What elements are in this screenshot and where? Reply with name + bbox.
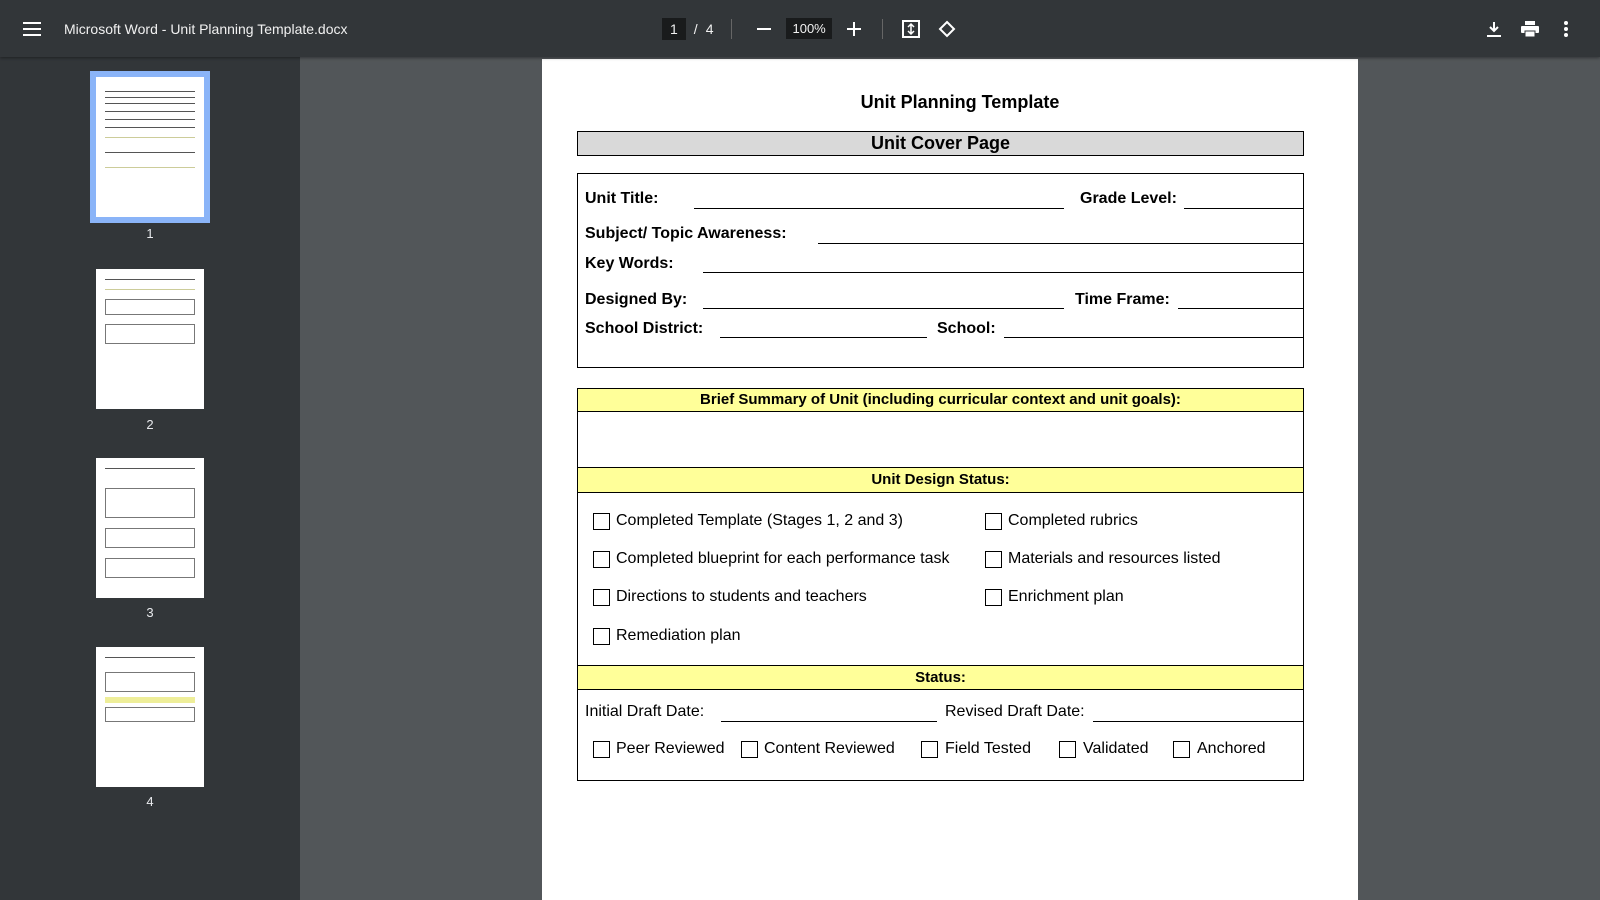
checkbox-directions[interactable] bbox=[593, 589, 610, 606]
checkbox-peer-reviewed[interactable] bbox=[593, 741, 610, 758]
document-title: Microsoft Word - Unit Planning Template.docx bbox=[64, 20, 348, 37]
print-icon[interactable] bbox=[1516, 15, 1544, 43]
checkbox-field-tested[interactable] bbox=[921, 741, 938, 758]
checkbox-label: Peer Reviewed bbox=[616, 740, 725, 757]
design-status-header: Unit Design Status: bbox=[577, 467, 1304, 493]
school-district-field[interactable] bbox=[720, 337, 927, 338]
divider bbox=[882, 19, 883, 39]
grade-level-label: Grade Level: bbox=[1080, 190, 1177, 207]
checkbox-validated[interactable] bbox=[1059, 741, 1076, 758]
thumbnail-label: 3 bbox=[146, 605, 154, 620]
key-words-field[interactable] bbox=[703, 272, 1304, 273]
rotate-icon[interactable] bbox=[933, 15, 961, 43]
cover-page-header: Unit Cover Page bbox=[577, 131, 1304, 156]
summary-header: Brief Summary of Unit (including curricular context and unit goals): bbox=[577, 388, 1304, 412]
document-page bbox=[542, 59, 1358, 900]
time-frame-field[interactable] bbox=[1178, 308, 1304, 309]
key-words-label: Key Words: bbox=[585, 255, 674, 272]
document-title-heading: Unit Planning Template bbox=[860, 92, 1060, 112]
checkbox-enrichment-plan[interactable] bbox=[985, 589, 1002, 606]
checkbox-label: Materials and resources listed bbox=[1008, 550, 1221, 567]
checkbox-completed-rubrics[interactable] bbox=[985, 513, 1002, 530]
fit-page-icon[interactable] bbox=[897, 15, 925, 43]
grade-level-field[interactable] bbox=[1184, 208, 1304, 209]
pdf-toolbar bbox=[0, 0, 1600, 57]
zoom-level-input[interactable]: 100% bbox=[786, 18, 831, 39]
unit-info-box bbox=[577, 173, 1304, 368]
checkbox-remediation-plan[interactable] bbox=[593, 628, 610, 645]
total-pages: 4 bbox=[705, 20, 714, 37]
thumbnail-label: 4 bbox=[146, 794, 154, 809]
checkbox-label: Completed rubrics bbox=[1008, 512, 1138, 529]
download-icon[interactable] bbox=[1480, 15, 1508, 43]
checkbox-label: Directions to students and teachers bbox=[616, 588, 867, 605]
checkbox-label: Field Tested bbox=[945, 740, 1031, 757]
school-label: School: bbox=[937, 320, 996, 337]
initial-draft-label: Initial Draft Date: bbox=[585, 703, 705, 720]
more-vert-icon[interactable] bbox=[1552, 15, 1580, 43]
school-district-label: School District: bbox=[585, 320, 704, 337]
unit-title-label: Unit Title: bbox=[585, 190, 659, 207]
page-thumbnail-4[interactable] bbox=[96, 647, 204, 787]
unit-title-field[interactable] bbox=[694, 208, 1064, 209]
checkbox-label: Enrichment plan bbox=[1008, 588, 1124, 605]
checkbox-label: Content Reviewed bbox=[764, 740, 895, 757]
divider bbox=[731, 19, 732, 39]
page-thumbnail-3[interactable] bbox=[96, 458, 204, 598]
initial-draft-field[interactable] bbox=[721, 721, 937, 722]
zoom-out-icon[interactable] bbox=[750, 15, 778, 43]
checkbox-completed-template[interactable] bbox=[593, 513, 610, 530]
time-frame-label: Time Frame: bbox=[1075, 291, 1170, 308]
thumbnail-label: 2 bbox=[146, 417, 154, 432]
status-header: Status: bbox=[577, 665, 1304, 690]
page-number-input[interactable]: 1 bbox=[662, 18, 686, 40]
checkbox-label: Anchored bbox=[1197, 740, 1266, 757]
page-thumbnail-2[interactable] bbox=[96, 269, 204, 409]
designed-by-label: Designed By: bbox=[585, 291, 688, 308]
summary-text-area[interactable] bbox=[578, 412, 1303, 467]
checkbox-label: Completed blueprint for each performance task bbox=[616, 550, 950, 567]
revised-draft-field[interactable] bbox=[1093, 721, 1303, 722]
checkbox-label: Completed Template (Stages 1, 2 and 3) bbox=[616, 512, 903, 529]
designed-by-field[interactable] bbox=[703, 308, 1064, 309]
zoom-in-icon[interactable] bbox=[840, 15, 868, 43]
revised-draft-label: Revised Draft Date: bbox=[945, 703, 1085, 720]
subject-field[interactable] bbox=[818, 243, 1304, 244]
checkbox-label: Validated bbox=[1083, 740, 1149, 757]
page-thumbnail-1[interactable] bbox=[96, 77, 204, 217]
subject-label: Subject/ Topic Awareness: bbox=[585, 225, 787, 242]
menu-icon[interactable] bbox=[18, 15, 46, 43]
checkbox-label: Remediation plan bbox=[616, 627, 741, 644]
page-separator: / bbox=[693, 20, 698, 37]
school-field[interactable] bbox=[1004, 337, 1304, 338]
checkbox-anchored[interactable] bbox=[1173, 741, 1190, 758]
menu-button[interactable] bbox=[18, 0, 46, 57]
checkbox-materials-resources[interactable] bbox=[985, 551, 1002, 568]
thumbnail-sidebar bbox=[0, 57, 300, 900]
thumbnail-label: 1 bbox=[146, 226, 154, 241]
checkbox-completed-blueprint[interactable] bbox=[593, 551, 610, 568]
checkbox-content-reviewed[interactable] bbox=[741, 741, 758, 758]
